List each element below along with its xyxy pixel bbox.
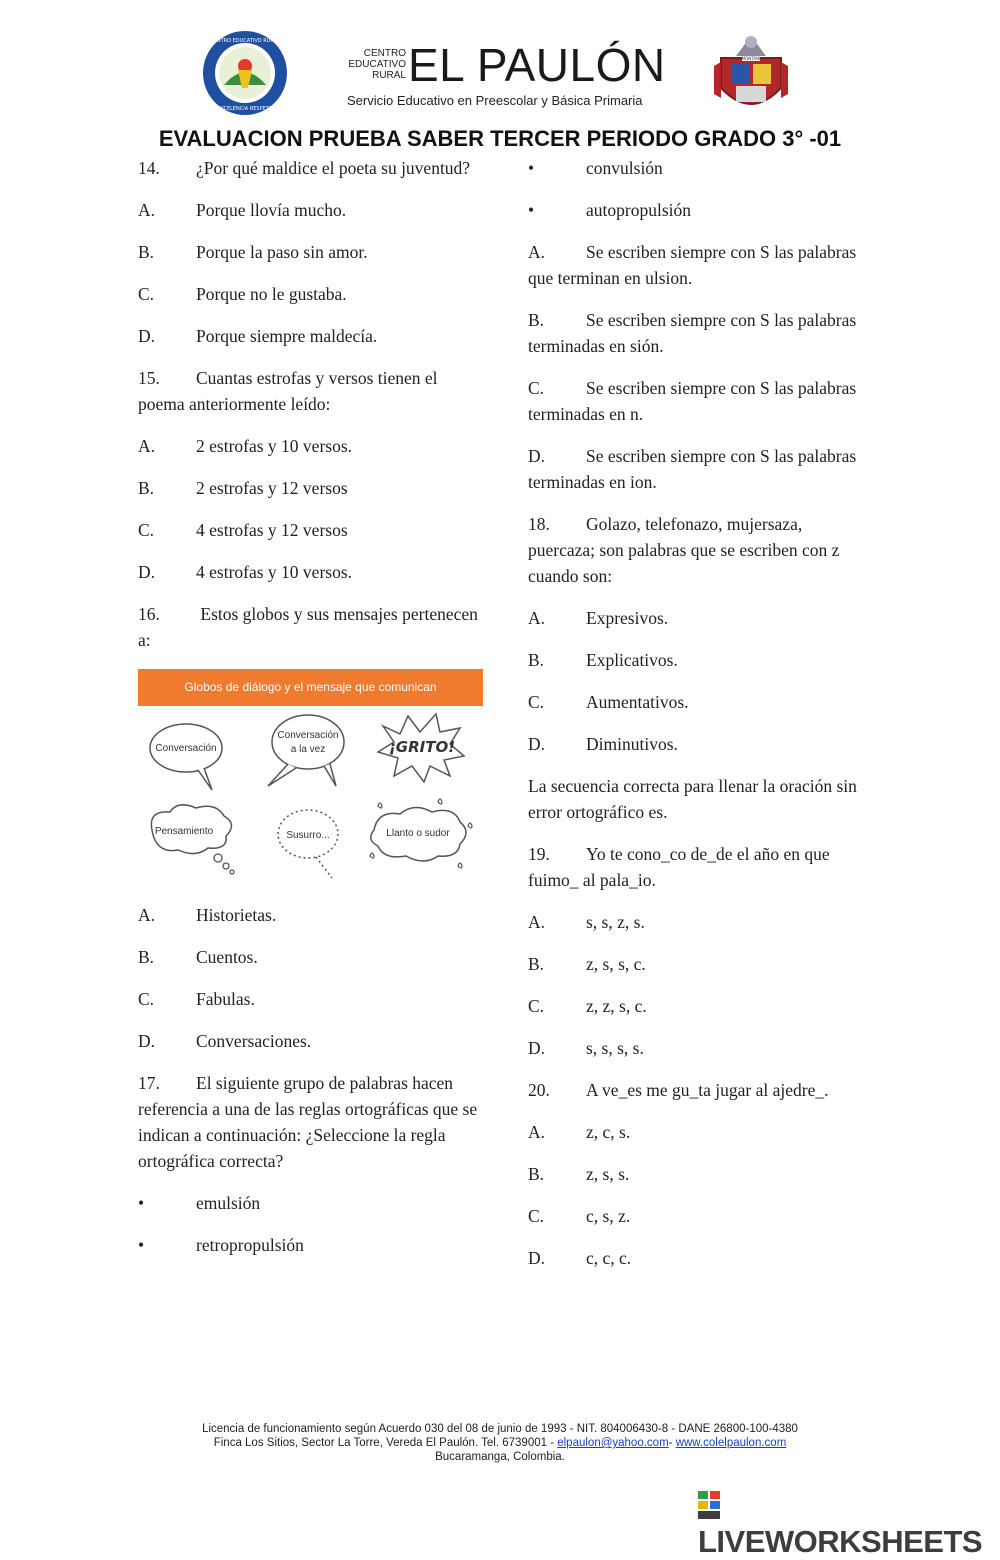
question-20	[528, 1077, 868, 1103]
option-15-d[interactable]	[138, 559, 488, 585]
option-label: A.	[138, 436, 156, 456]
prefix-line-educativo: EDUCATIVO	[348, 59, 406, 70]
prefix-line-centro: CENTRO	[363, 48, 406, 59]
option-text: Se escriben siempre con S las palabras que terminan en ulsion.	[528, 242, 857, 288]
option-text: Se escriben siempre con S las palabras terminadas en sión.	[528, 310, 857, 356]
option-label: A.	[528, 912, 546, 932]
bubble-text-shout: ¡GRITO!	[388, 738, 456, 756]
option-text: Expresivos.	[586, 608, 669, 628]
bubble-shout	[378, 714, 464, 782]
bubble-crying	[370, 799, 472, 868]
page-footer	[0, 1422, 1000, 1464]
option-label: D.	[138, 1031, 156, 1051]
municipal-crest-logo	[706, 28, 796, 118]
svg-text:EXCELENCIA RESPETO: EXCELENCIA RESPETO	[217, 106, 273, 112]
bubble-simultaneous	[268, 715, 344, 786]
option-20-a[interactable]	[528, 1119, 868, 1145]
option-17-d[interactable]	[528, 443, 868, 495]
speech-bubbles-illustration	[138, 706, 483, 884]
option-label: B.	[138, 947, 155, 967]
option-text: Aumentativos.	[586, 692, 689, 712]
option-text: z, s, s, c.	[586, 954, 646, 974]
option-16-c[interactable]	[138, 986, 488, 1012]
school-subtitle: Servicio Educativo en Preescolar y Básica Primaria	[347, 93, 643, 108]
svg-text:MONTANI: MONTANI	[741, 56, 761, 61]
option-18-c[interactable]	[528, 689, 868, 715]
bubble-text-thought: Pensamiento	[154, 826, 214, 837]
question-14	[138, 155, 488, 181]
section-intro: La secuencia correcta para llenar la oración sin error ortográfico es.	[528, 776, 857, 822]
bullet-word	[528, 155, 868, 181]
bullet-icon: •	[528, 200, 535, 220]
option-text: c, s, z.	[586, 1206, 631, 1226]
bullet-icon: •	[138, 1193, 145, 1213]
bubble-text-conversation-2: Conversación	[277, 730, 339, 741]
option-label: B.	[528, 1164, 545, 1184]
bullet-word	[528, 197, 868, 223]
option-text: z, z, s, c.	[586, 996, 647, 1016]
option-label: D.	[528, 1248, 546, 1268]
bubble-text-a-la-vez: a la vez	[290, 744, 326, 755]
prefix-line-rural: RURAL	[372, 70, 406, 81]
option-16-d[interactable]	[138, 1028, 488, 1054]
option-text: c, c, c.	[586, 1248, 632, 1268]
option-label: D.	[528, 1038, 546, 1058]
speech-bubbles-figure	[138, 669, 483, 884]
page-title: EVALUACION PRUEBA SABER TERCER PERIODO GRADO 3° -01	[158, 126, 842, 151]
option-17-a[interactable]	[528, 239, 868, 291]
bubble-text-conversation: Conversación	[155, 743, 217, 754]
option-16-b[interactable]	[138, 944, 488, 970]
question-text: ¿Por qué maldice el poeta su juventud?	[196, 158, 471, 178]
option-text: Cuentos.	[196, 947, 258, 967]
footer-city: Bucaramanga, Colombia.	[435, 1451, 565, 1463]
left-column	[138, 155, 488, 1274]
question-number: 14.	[138, 158, 160, 178]
question-number: 18.	[528, 514, 550, 534]
option-15-c[interactable]	[138, 517, 488, 543]
question-18	[528, 511, 868, 589]
option-label: A.	[528, 1122, 546, 1142]
option-text: 4 estrofas y 12 versos	[196, 520, 348, 540]
question-19	[528, 841, 868, 893]
option-14-d[interactable]	[138, 323, 488, 349]
footer-email-link[interactable]: elpaulon@yahoo.com	[557, 1437, 669, 1449]
right-column	[528, 155, 868, 1287]
bubble-whisper	[278, 810, 338, 878]
bullet-text: convulsión	[586, 158, 663, 178]
footer-address-text: Finca Los Sitios, Sector La Torre, Vereda El Paulón. Tel. 6739001 -	[213, 1437, 558, 1449]
option-text: s, s, z, s.	[586, 912, 645, 932]
option-19-c[interactable]	[528, 993, 868, 1019]
option-label: B.	[528, 954, 545, 974]
option-label: D.	[528, 734, 546, 754]
option-20-b[interactable]	[528, 1161, 868, 1187]
school-seal-logo	[202, 30, 288, 116]
option-text: 4 estrofas y 10 versos.	[196, 562, 353, 582]
option-text: Explicativos.	[586, 650, 678, 670]
option-text: s, s, s, s.	[586, 1038, 644, 1058]
option-text: Porque siempre maldecía.	[196, 326, 378, 346]
footer-separator: -	[668, 1437, 676, 1449]
option-18-a[interactable]	[528, 605, 868, 631]
school-name-prefix	[340, 48, 406, 81]
bubble-text-crying: Llanto o sudor	[386, 828, 450, 839]
option-label: B.	[528, 310, 545, 330]
bubble-thought	[151, 805, 234, 874]
bullet-word	[138, 1190, 488, 1216]
question-number: 15.	[138, 368, 160, 388]
bubble-text-whisper: Susurro...	[286, 830, 330, 841]
option-text: 2 estrofas y 12 versos	[196, 478, 348, 498]
bullet-icon: •	[138, 1235, 145, 1255]
option-label: C.	[138, 284, 155, 304]
footer-license: Licencia de funcionamiento según Acuerdo 030 del 08 de junio de 1993 - NIT. 804006430-8 - DANE 26800-100-4380	[202, 1423, 798, 1435]
bullet-text: autopropulsión	[586, 200, 691, 220]
option-text: z, s, s.	[586, 1164, 630, 1184]
question-text: Yo te cono_co de_de el año en que fuimo_ al pala_io.	[528, 844, 830, 890]
footer-website-link[interactable]: www.colelpaulon.com	[675, 1437, 787, 1449]
option-text: Porque no le gustaba.	[196, 284, 347, 304]
question-text: El siguiente grupo de palabras hacen referencia a una de las reglas ortográficas que se indican a continuación: ¿Seleccione la regla ortográfica correcta?	[138, 1073, 478, 1171]
option-19-b[interactable]	[528, 951, 868, 977]
option-label: A.	[528, 608, 546, 628]
question-number: 16.	[138, 604, 160, 624]
brand-name: LIVEWORKSHEETS	[698, 1524, 983, 1559]
svg-text:CENTRO EDUCATIVO RURAL: CENTRO EDUCATIVO RURAL	[210, 38, 280, 44]
option-label: C.	[138, 989, 155, 1009]
option-label: B.	[138, 478, 155, 498]
option-text: Se escriben siempre con S las palabras terminadas en n.	[528, 378, 857, 424]
bullet-text: emulsión	[196, 1193, 261, 1213]
school-name: EL PAULÓN	[408, 39, 666, 91]
option-label: D.	[528, 446, 546, 466]
option-label: D.	[138, 562, 156, 582]
option-15-b[interactable]	[138, 475, 488, 501]
option-15-a[interactable]	[138, 433, 488, 459]
option-label: D.	[138, 326, 156, 346]
figure-title-bar: Globos de diálogo y el mensaje que comunican	[138, 669, 483, 706]
option-label: B.	[138, 242, 155, 262]
bullet-word	[138, 1232, 488, 1258]
option-18-b[interactable]	[528, 647, 868, 673]
option-label: B.	[528, 650, 545, 670]
question-number: 19.	[528, 844, 550, 864]
option-14-b[interactable]	[138, 239, 488, 265]
liveworksheets-logo-icon	[698, 1491, 720, 1519]
bullet-text: retropropulsión	[196, 1235, 304, 1255]
option-16-a[interactable]	[138, 902, 488, 928]
option-20-c[interactable]	[528, 1203, 868, 1229]
bullet-icon: •	[528, 158, 535, 178]
option-text: Historietas.	[196, 905, 277, 925]
option-text: 2 estrofas y 10 versos.	[196, 436, 353, 456]
option-14-a[interactable]	[138, 197, 488, 223]
question-text: Golazo, telefonazo, mujersaza, puercaza; son palabras que se escriben con z cuando son:	[528, 514, 840, 586]
option-14-c[interactable]	[138, 281, 488, 307]
option-18-d[interactable]	[528, 731, 868, 757]
option-17-b[interactable]	[528, 307, 868, 359]
question-text: Estos globos y sus mensajes pertenecen a:	[138, 604, 478, 650]
option-text: Se escriben siempre con S las palabras terminadas en ion.	[528, 446, 857, 492]
option-label: C.	[528, 996, 545, 1016]
question-16	[138, 601, 488, 653]
option-label: C.	[528, 692, 545, 712]
option-17-c[interactable]	[528, 375, 868, 427]
option-text: Fabulas.	[196, 989, 255, 1009]
option-19-a[interactable]	[528, 909, 868, 935]
option-text: Conversaciones.	[196, 1031, 312, 1051]
option-19-d[interactable]	[528, 1035, 868, 1061]
footer-address	[0, 1436, 1000, 1450]
option-text: Porque llovía mucho.	[196, 200, 347, 220]
option-label: A.	[528, 242, 546, 262]
option-text: Diminutivos.	[586, 734, 678, 754]
option-label: C.	[528, 1206, 545, 1226]
option-label: A.	[138, 200, 156, 220]
question-number: 20.	[528, 1080, 550, 1100]
question-15	[138, 365, 488, 417]
option-label: C.	[528, 378, 545, 398]
question-text: Cuantas estrofas y versos tienen el poema anteriormente leído:	[138, 368, 438, 414]
option-label: C.	[138, 520, 155, 540]
question-number: 17.	[138, 1073, 160, 1093]
bubble-conversation	[150, 724, 222, 790]
question-text: A ve_es me gu_ta jugar al ajedre_.	[586, 1080, 829, 1100]
option-text: Porque la paso sin amor.	[196, 242, 368, 262]
question-17	[138, 1070, 488, 1174]
option-label: A.	[138, 905, 156, 925]
liveworksheets-brand[interactable]	[698, 1488, 1000, 1560]
option-20-d[interactable]	[528, 1245, 868, 1271]
option-text: z, c, s.	[586, 1122, 631, 1142]
